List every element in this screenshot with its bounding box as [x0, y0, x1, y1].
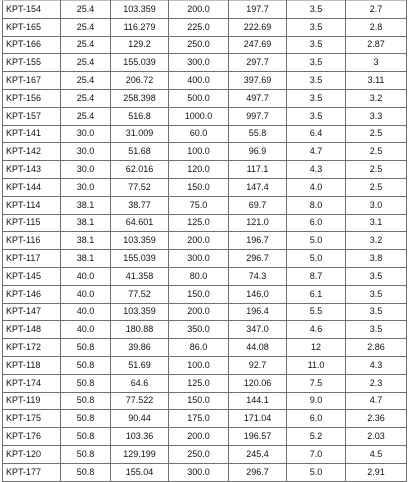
table-cell: 30.0: [61, 161, 111, 179]
part-number-cell: KPT-176: [3, 428, 61, 446]
table-cell: 1000.0: [169, 107, 229, 125]
table-cell: 2.86: [346, 339, 407, 357]
table-cell: 38.1: [61, 214, 111, 232]
table-cell: 206.72: [111, 72, 169, 90]
table-row: [3, 125, 407, 143]
table-cell: 86.0: [169, 339, 229, 357]
part-number-cell: KPT-143: [3, 161, 61, 179]
table-cell: 196.4: [229, 303, 287, 321]
table-cell: 3.11: [346, 72, 407, 90]
table-row: [3, 178, 407, 196]
table-row: [3, 1, 407, 19]
table-row: [3, 18, 407, 36]
part-number-cell: KPT-116: [3, 232, 61, 250]
table-cell: 125.0: [169, 214, 229, 232]
table-cell: 90.44: [111, 410, 169, 428]
table-cell: 4.7: [287, 143, 346, 161]
part-number-cell: KPT-175: [3, 410, 61, 428]
table-cell: 77.522: [111, 392, 169, 410]
table-cell: 77.52: [111, 285, 169, 303]
table-cell: 74.3: [229, 267, 287, 285]
table-cell: 39.86: [111, 339, 169, 357]
table-cell: 96.9: [229, 143, 287, 161]
table-cell: 50.8: [61, 374, 111, 392]
table-cell: 2.91: [346, 463, 407, 481]
table-cell: 2.3: [346, 374, 407, 392]
table-cell: 2.8: [346, 18, 407, 36]
table-cell: 38.1: [61, 196, 111, 214]
table-cell: 155.039: [111, 250, 169, 268]
table-cell: 4.3: [346, 356, 407, 374]
table-cell: 5.5: [287, 303, 346, 321]
table-cell: 50.8: [61, 445, 111, 463]
table-cell: 25.4: [61, 89, 111, 107]
table-cell: 50.8: [61, 410, 111, 428]
table-cell: 51.69: [111, 356, 169, 374]
table-row: [3, 339, 407, 357]
table-cell: 146.0: [229, 285, 287, 303]
table-cell: 5.2: [287, 428, 346, 446]
table-cell: 197.7: [229, 1, 287, 19]
table-cell: 6.1: [287, 285, 346, 303]
part-number-cell: KPT-177: [3, 463, 61, 481]
table-cell: 30.0: [61, 178, 111, 196]
table-row: [3, 463, 407, 481]
table-cell: 2.7: [346, 1, 407, 19]
table-cell: 5.0: [287, 463, 346, 481]
table-cell: 9.0: [287, 392, 346, 410]
table-cell: 3.3: [346, 107, 407, 125]
table-cell: 2.03: [346, 428, 407, 446]
table-cell: 4.6: [287, 321, 346, 339]
table-row: [3, 356, 407, 374]
table-cell: 55.8: [229, 125, 287, 143]
table-cell: 3.5: [346, 285, 407, 303]
table-cell: 200.0: [169, 232, 229, 250]
part-number-cell: KPT-115: [3, 214, 61, 232]
part-number-cell: KPT-167: [3, 72, 61, 90]
table-row: [3, 321, 407, 339]
table-cell: 200.0: [169, 1, 229, 19]
table-cell: 25.4: [61, 107, 111, 125]
table-row: [3, 143, 407, 161]
table-cell: 60.0: [169, 125, 229, 143]
table-cell: 144.1: [229, 392, 287, 410]
table-cell: 3.1: [346, 214, 407, 232]
part-number-cell: KPT-166: [3, 36, 61, 54]
table-cell: 3.2: [346, 89, 407, 107]
table-cell: 25.4: [61, 54, 111, 72]
table-cell: 25.4: [61, 72, 111, 90]
table-cell: 150.0: [169, 178, 229, 196]
table-cell: 5.0: [287, 250, 346, 268]
table-cell: 30.0: [61, 125, 111, 143]
spec-table-container: [2, 0, 406, 482]
table-row: [3, 392, 407, 410]
table-cell: 7.0: [287, 445, 346, 463]
table-cell: 3.5: [287, 36, 346, 54]
table-cell: 62.016: [111, 161, 169, 179]
table-cell: 25.4: [61, 1, 111, 19]
part-number-cell: KPT-146: [3, 285, 61, 303]
part-number-cell: KPT-165: [3, 18, 61, 36]
table-cell: 5.0: [287, 232, 346, 250]
table-cell: 103.359: [111, 1, 169, 19]
table-cell: 100.0: [169, 143, 229, 161]
table-cell: 25.4: [61, 36, 111, 54]
table-row: [3, 285, 407, 303]
table-cell: 50.8: [61, 428, 111, 446]
part-number-cell: KPT-114: [3, 196, 61, 214]
table-cell: 50.8: [61, 392, 111, 410]
table-cell: 245.4: [229, 445, 287, 463]
table-cell: 155.04: [111, 463, 169, 481]
table-cell: 3.8: [346, 250, 407, 268]
table-cell: 250.0: [169, 36, 229, 54]
table-cell: 200.0: [169, 303, 229, 321]
table-cell: 180.88: [111, 321, 169, 339]
table-cell: 397.69: [229, 72, 287, 90]
table-cell: 150.0: [169, 285, 229, 303]
table-cell: 300.0: [169, 463, 229, 481]
table-cell: 2.5: [346, 143, 407, 161]
table-cell: 297.7: [229, 54, 287, 72]
table-cell: 3.5: [346, 321, 407, 339]
table-row: [3, 445, 407, 463]
table-cell: 516.8: [111, 107, 169, 125]
table-cell: 120.06: [229, 374, 287, 392]
table-cell: 222.69: [229, 18, 287, 36]
table-cell: 3.5: [346, 303, 407, 321]
table-cell: 11.0: [287, 356, 346, 374]
part-number-cell: KPT-117: [3, 250, 61, 268]
table-row: [3, 196, 407, 214]
table-cell: 4.5: [346, 445, 407, 463]
table-cell: 44.08: [229, 339, 287, 357]
table-cell: 3: [346, 54, 407, 72]
table-cell: 3.5: [287, 18, 346, 36]
table-cell: 50.8: [61, 463, 111, 481]
table-cell: 500.0: [169, 89, 229, 107]
part-number-cell: KPT-145: [3, 267, 61, 285]
table-row: [3, 36, 407, 54]
table-cell: 38.1: [61, 250, 111, 268]
part-number-cell: KPT-148: [3, 321, 61, 339]
table-cell: 2.36: [346, 410, 407, 428]
table-cell: 175.0: [169, 410, 229, 428]
table-cell: 400.0: [169, 72, 229, 90]
table-cell: 77.52: [111, 178, 169, 196]
table-cell: 8.7: [287, 267, 346, 285]
table-row: [3, 161, 407, 179]
part-number-cell: KPT-141: [3, 125, 61, 143]
table-cell: 3.0: [346, 196, 407, 214]
table-cell: 41.358: [111, 267, 169, 285]
table-row: [3, 72, 407, 90]
table-cell: 258.398: [111, 89, 169, 107]
spec-table-body: [3, 1, 407, 482]
table-cell: 7.5: [287, 374, 346, 392]
table-cell: 64.6: [111, 374, 169, 392]
table-cell: 121.0: [229, 214, 287, 232]
table-row: [3, 214, 407, 232]
table-cell: 3.5: [287, 107, 346, 125]
table-cell: 38.1: [61, 232, 111, 250]
table-cell: 2.5: [346, 125, 407, 143]
table-cell: 51.68: [111, 143, 169, 161]
part-number-cell: KPT-157: [3, 107, 61, 125]
table-cell: 250.0: [169, 445, 229, 463]
part-number-cell: KPT-172: [3, 339, 61, 357]
table-cell: 8.0: [287, 196, 346, 214]
table-cell: 40.0: [61, 321, 111, 339]
table-cell: 350.0: [169, 321, 229, 339]
table-cell: 117.1: [229, 161, 287, 179]
table-cell: 196.57: [229, 428, 287, 446]
table-cell: 6.0: [287, 214, 346, 232]
table-cell: 31.009: [111, 125, 169, 143]
table-cell: 247.69: [229, 36, 287, 54]
table-cell: 50.8: [61, 339, 111, 357]
table-cell: 12: [287, 339, 346, 357]
part-number-cell: KPT-118: [3, 356, 61, 374]
table-cell: 3.5: [287, 54, 346, 72]
table-cell: 3.2: [346, 232, 407, 250]
table-row: [3, 107, 407, 125]
table-cell: 296.7: [229, 250, 287, 268]
table-cell: 125.0: [169, 374, 229, 392]
table-cell: 225.0: [169, 18, 229, 36]
table-cell: 40.0: [61, 267, 111, 285]
table-cell: 3.5: [346, 267, 407, 285]
table-cell: 300.0: [169, 250, 229, 268]
table-row: [3, 374, 407, 392]
table-cell: 4.0: [287, 178, 346, 196]
table-cell: 100.0: [169, 356, 229, 374]
table-cell: 300.0: [169, 54, 229, 72]
table-cell: 40.0: [61, 303, 111, 321]
table-cell: 3.5: [287, 72, 346, 90]
table-row: [3, 303, 407, 321]
table-cell: 155.039: [111, 54, 169, 72]
table-cell: 80.0: [169, 267, 229, 285]
table-cell: 3.5: [287, 89, 346, 107]
table-cell: 147.4: [229, 178, 287, 196]
table-cell: 347.0: [229, 321, 287, 339]
table-cell: 75.0: [169, 196, 229, 214]
part-number-cell: KPT-147: [3, 303, 61, 321]
table-cell: 92.7: [229, 356, 287, 374]
table-cell: 497.7: [229, 89, 287, 107]
table-cell: 6.4: [287, 125, 346, 143]
table-cell: 129.199: [111, 445, 169, 463]
table-cell: 2.5: [346, 161, 407, 179]
table-cell: 50.8: [61, 356, 111, 374]
table-row: [3, 250, 407, 268]
part-number-cell: KPT-144: [3, 178, 61, 196]
table-cell: 196.7: [229, 232, 287, 250]
table-cell: 2.5: [346, 178, 407, 196]
table-cell: 103.36: [111, 428, 169, 446]
part-number-cell: KPT-174: [3, 374, 61, 392]
table-cell: 120.0: [169, 161, 229, 179]
table-cell: 69.7: [229, 196, 287, 214]
part-number-cell: KPT-120: [3, 445, 61, 463]
table-cell: 3.5: [287, 1, 346, 19]
table-cell: 150.0: [169, 392, 229, 410]
table-cell: 296.7: [229, 463, 287, 481]
table-cell: 997.7: [229, 107, 287, 125]
table-row: [3, 232, 407, 250]
table-cell: 38.77: [111, 196, 169, 214]
table-cell: 103.359: [111, 232, 169, 250]
table-cell: 4.7: [346, 392, 407, 410]
table-cell: 103.359: [111, 303, 169, 321]
part-number-cell: KPT-155: [3, 54, 61, 72]
table-cell: 129.2: [111, 36, 169, 54]
table-cell: 171.04: [229, 410, 287, 428]
table-row: [3, 410, 407, 428]
table-cell: 2.87: [346, 36, 407, 54]
table-row: [3, 428, 407, 446]
table-cell: 30.0: [61, 143, 111, 161]
table-row: [3, 89, 407, 107]
table-cell: 200.0: [169, 428, 229, 446]
spec-table: [2, 0, 407, 482]
part-number-cell: KPT-156: [3, 89, 61, 107]
part-number-cell: KPT-154: [3, 1, 61, 19]
table-row: [3, 54, 407, 72]
table-cell: 4.3: [287, 161, 346, 179]
table-cell: 64.601: [111, 214, 169, 232]
table-cell: 6.0: [287, 410, 346, 428]
table-cell: 40.0: [61, 285, 111, 303]
part-number-cell: KPT-119: [3, 392, 61, 410]
table-row: [3, 267, 407, 285]
table-cell: 25.4: [61, 18, 111, 36]
part-number-cell: KPT-142: [3, 143, 61, 161]
table-cell: 116.279: [111, 18, 169, 36]
